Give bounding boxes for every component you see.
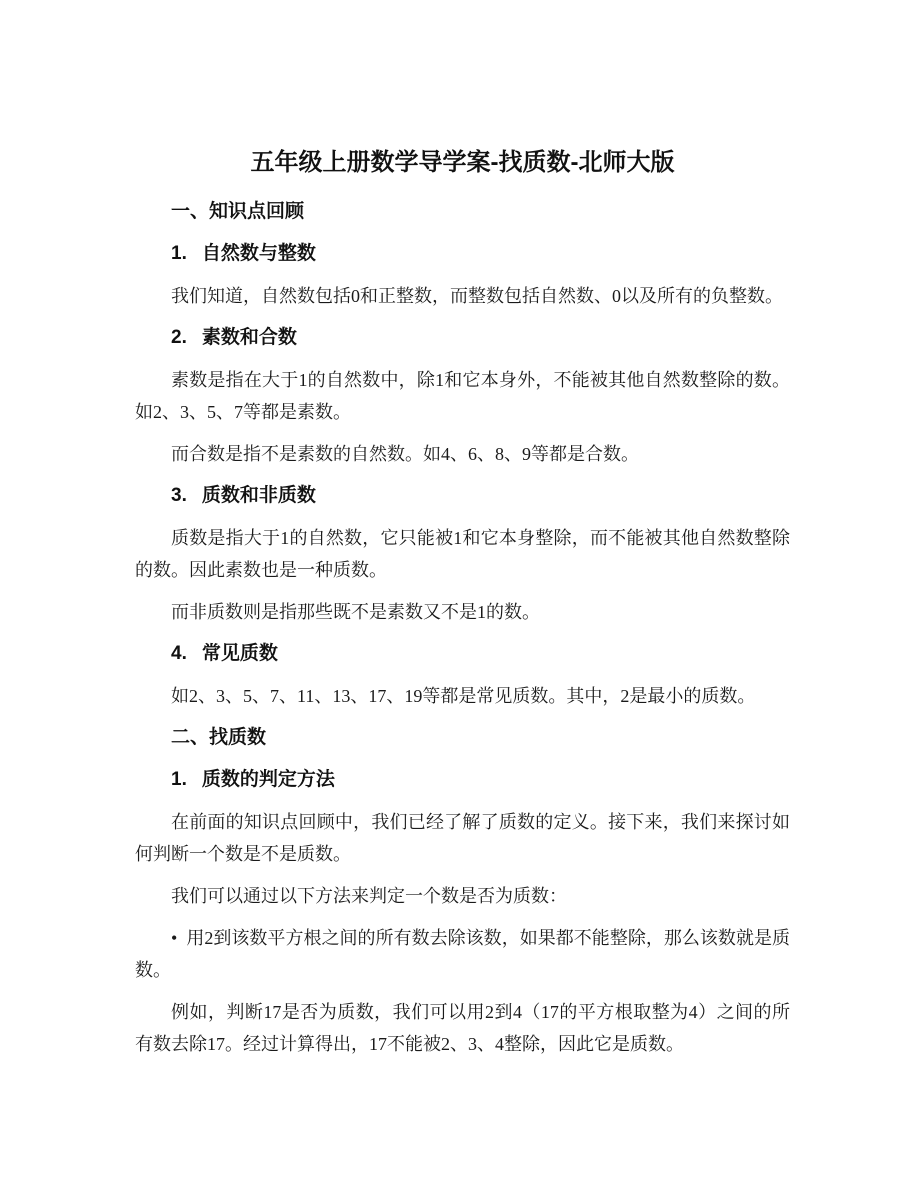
heading-text: 质数和非质数	[201, 485, 316, 506]
heading-number: 3.	[171, 485, 187, 506]
paragraph: 质数是指大于1的自然数，它只能被1和它本身整除，而不能被其他自然数整除的数。因此素数也是一种质数。	[135, 528, 790, 580]
heading-text: 自然数与整数	[201, 243, 316, 264]
bullet-item	[135, 922, 790, 986]
page-title: 五年级上册数学导学案-找质数-北师大版	[250, 149, 675, 176]
document-body	[135, 196, 790, 1060]
paragraph: 素数是指在大于1的自然数中，除1和它本身外，不能被其他自然数整除的数。如2、3、5、7等都是素数。	[135, 370, 790, 422]
paragraph: 如2、3、5、7、11、13、17、19等都是常见质数。其中，2是最小的质数。	[171, 686, 756, 706]
heading-text: 质数的判定方法	[201, 769, 335, 790]
bullet-icon: •	[171, 928, 178, 948]
heading-number: 4.	[171, 643, 187, 664]
heading-number: 2.	[171, 327, 187, 348]
heading-text: 素数和合数	[201, 327, 297, 348]
paragraph: 我们知道，自然数包括0和正整数，而整数包括自然数、0以及所有的负整数。	[171, 286, 783, 306]
paragraph: 而非质数则是指那些既不是素数又不是1的数。	[171, 602, 540, 622]
paragraph: 我们可以通过以下方法来判定一个数是否为质数：	[171, 886, 567, 906]
section-heading: 二、找质数	[171, 727, 267, 748]
subsection-heading	[135, 322, 790, 354]
subsection-heading	[135, 238, 790, 270]
paragraph: 在前面的知识点回顾中，我们已经了解了质数的定义。接下来，我们来探讨如何判断一个数是不是质数。	[135, 812, 790, 864]
heading-text: 常见质数	[201, 643, 278, 664]
paragraph: 而合数是指不是素数的自然数。如4、6、8、9等都是合数。	[171, 444, 639, 464]
subsection-heading	[135, 638, 790, 670]
paragraph: 例如，判断17是否为质数，我们可以用2到4（17的平方根取整为4）之间的所有数去除17。经过计算得出，17不能被2、3、4整除，因此它是质数。	[135, 1002, 790, 1054]
heading-number: 1.	[171, 243, 187, 264]
subsection-heading	[135, 480, 790, 512]
bullet-text: 用2到该数平方根之间的所有数去除该数，如果都不能整除，那么该数就是质数。	[135, 928, 790, 980]
subsection-heading	[135, 764, 790, 796]
section-heading: 一、知识点回顾	[171, 201, 305, 222]
heading-number: 1.	[171, 769, 187, 790]
